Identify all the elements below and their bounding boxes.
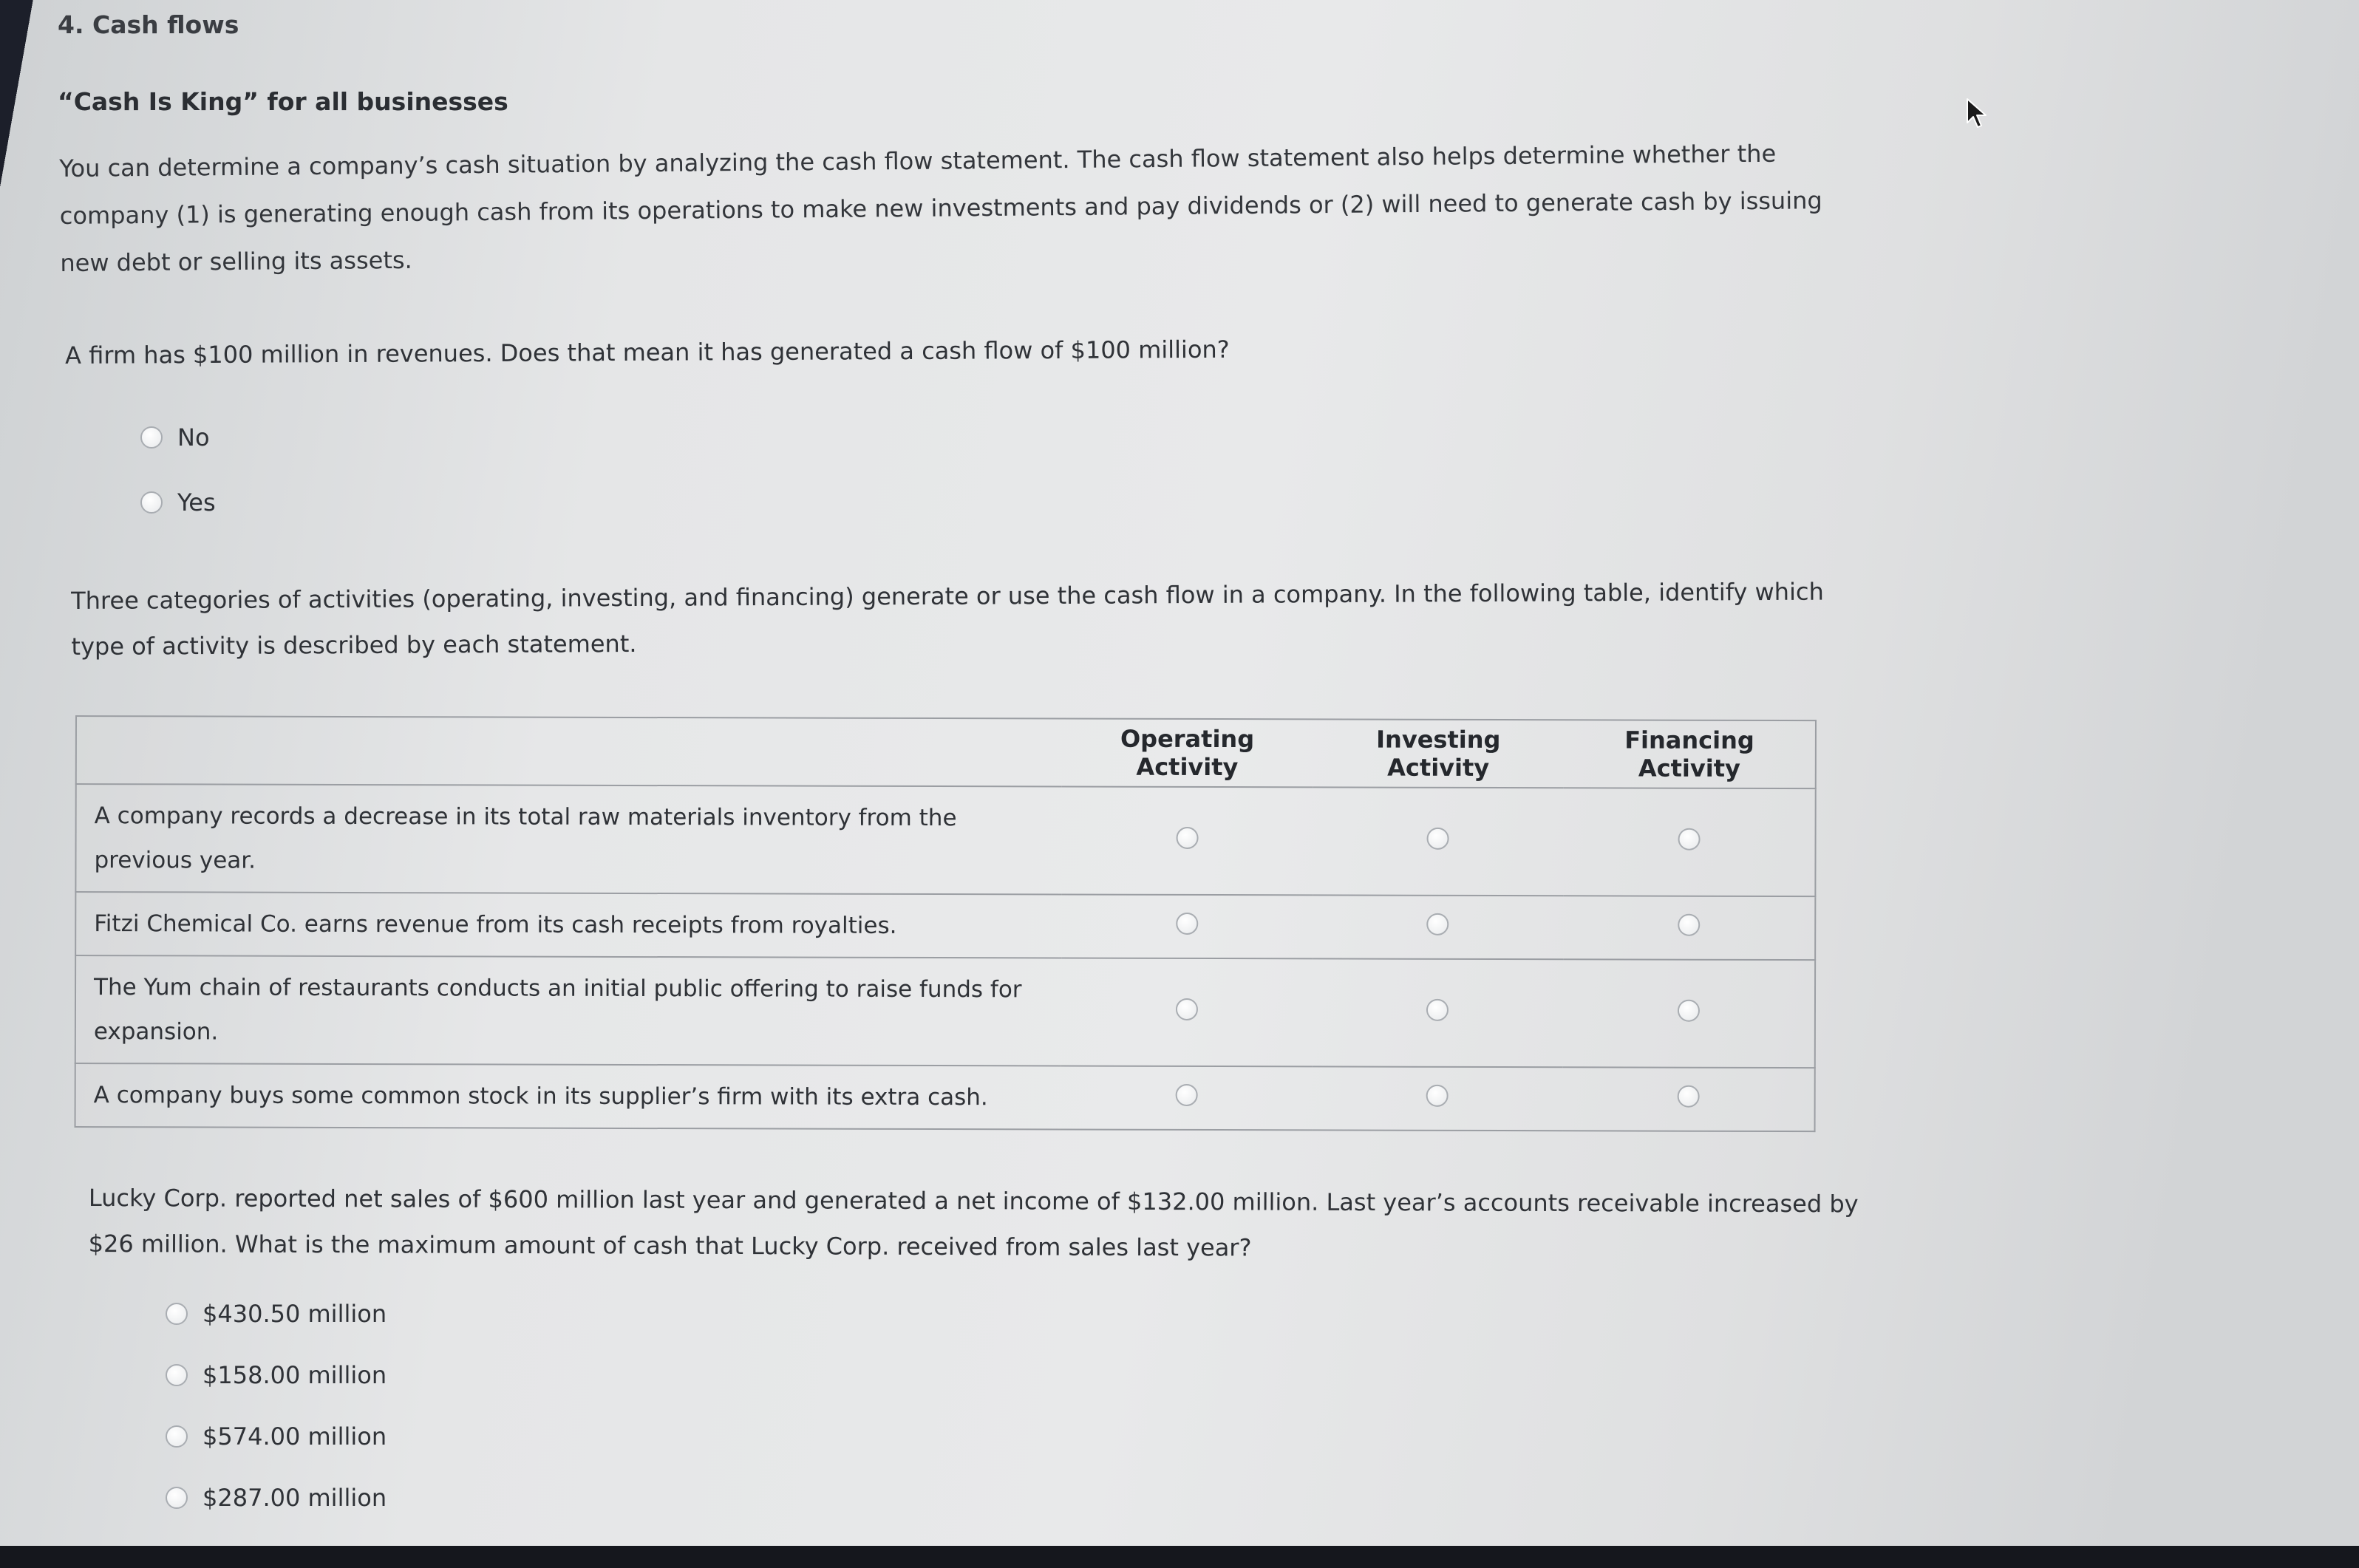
question-2-text: Three categories of activities (operating, investing, and financing) generate or use the cash flow in a company. In the following table, identify which type of activity is described by each statement. <box>71 577 1824 661</box>
investing-choice[interactable] <box>1313 895 1564 959</box>
statement-cell: A company buys some common stock in its supplier’s firm with its extra cash. <box>75 1063 1061 1129</box>
radio-button[interactable] <box>1176 998 1198 1020</box>
answer-option[interactable] <box>166 1420 387 1453</box>
header-line: Activity <box>1387 753 1490 783</box>
statement-cell: A company records a decrease in its total raw materials inventory from the previous year. <box>75 784 1061 894</box>
investing-choice[interactable] <box>1312 958 1563 1067</box>
header-line: Operating <box>1120 724 1255 754</box>
table-row <box>75 892 1815 960</box>
radio-button[interactable] <box>1176 827 1198 849</box>
question-3-options <box>166 1298 387 1543</box>
financing-choice[interactable] <box>1564 788 1816 896</box>
assignment-page <box>35 0 2359 1546</box>
operating-choice[interactable] <box>1061 894 1313 958</box>
section-title: 4. Cash flows <box>58 10 239 39</box>
header-line: Activity <box>1136 752 1239 782</box>
table-row <box>75 1063 1815 1131</box>
radio-button[interactable] <box>140 491 163 514</box>
statement-cell: Fitzi Chemical Co. earns revenue from its cash receipts from royalties. <box>75 892 1061 958</box>
option-label: No <box>177 423 210 451</box>
option-label: Yes <box>177 488 216 517</box>
investing-choice[interactable] <box>1312 1066 1563 1131</box>
radio-button[interactable] <box>166 1303 188 1325</box>
radio-button[interactable] <box>1426 1085 1449 1107</box>
option-label: $574.00 million <box>202 1422 387 1451</box>
radio-button[interactable] <box>166 1364 188 1386</box>
table-row <box>75 955 1815 1068</box>
question-1-options <box>140 421 216 551</box>
radio-button[interactable] <box>1176 913 1198 935</box>
question-1-text: A firm has $100 million in revenues. Does that mean it has generated a cash flow of $100 million? <box>65 335 1230 369</box>
financing-choice[interactable] <box>1563 896 1815 960</box>
radio-button[interactable] <box>166 1487 188 1509</box>
answer-option[interactable] <box>166 1359 387 1391</box>
financing-column-header <box>1564 720 1816 788</box>
radio-button[interactable] <box>1427 828 1449 850</box>
statement-cell: The Yum chain of restaurants conducts an initial public offering to raise funds for expansion. <box>75 955 1061 1066</box>
radio-button[interactable] <box>1175 1084 1197 1106</box>
table-row <box>75 784 1815 896</box>
option-yes[interactable] <box>140 486 216 519</box>
activity-table <box>75 715 1817 1132</box>
operating-choice[interactable] <box>1061 786 1313 895</box>
radio-button[interactable] <box>1678 828 1701 851</box>
screen-bottom-edge <box>0 1546 2359 1568</box>
intro-paragraph: You can determine a company’s cash situation by analyzing the cash flow statement. The cash flow statement also helps determine whether the company (1) is generating enough cash from its operations to make new investments and pay dividends or (2) will need to generate cash by issuing new debt or selling its assets. <box>59 139 1822 277</box>
radio-button[interactable] <box>1426 999 1449 1021</box>
option-label: $430.50 million <box>202 1300 387 1328</box>
option-label: $287.00 million <box>202 1484 387 1512</box>
financing-choice[interactable] <box>1563 959 1815 1068</box>
question-3-text: Lucky Corp. reported net sales of $600 million last year and generated a net income of $132.00 million. Last year’s accounts receivable increased by $26 million. What is the maximum amount of cash that Lucky Corp. received from sales last year? <box>88 1183 1859 1262</box>
investing-column-header <box>1313 719 1564 788</box>
header-line: Investing <box>1376 725 1501 754</box>
radio-button[interactable] <box>140 426 163 449</box>
operating-choice[interactable] <box>1061 1066 1312 1130</box>
statement-column-header <box>76 716 1062 786</box>
investing-choice[interactable] <box>1313 787 1564 896</box>
header-line: Financing <box>1624 726 1754 754</box>
header-line: Activity <box>1638 754 1740 783</box>
radio-button[interactable] <box>1678 1085 1700 1108</box>
financing-choice[interactable] <box>1563 1067 1815 1131</box>
answer-option[interactable] <box>166 1482 387 1514</box>
radio-button[interactable] <box>166 1425 188 1448</box>
table-header-row <box>76 716 1816 788</box>
answer-option[interactable] <box>166 1298 387 1330</box>
section-subtitle: “Cash Is King” for all businesses <box>58 87 508 116</box>
option-no[interactable] <box>140 421 216 454</box>
radio-button[interactable] <box>1678 1000 1700 1022</box>
operating-column-header <box>1061 718 1313 787</box>
radio-button[interactable] <box>1427 913 1449 935</box>
operating-choice[interactable] <box>1061 958 1312 1066</box>
option-label: $158.00 million <box>202 1361 387 1389</box>
radio-button[interactable] <box>1678 914 1700 936</box>
